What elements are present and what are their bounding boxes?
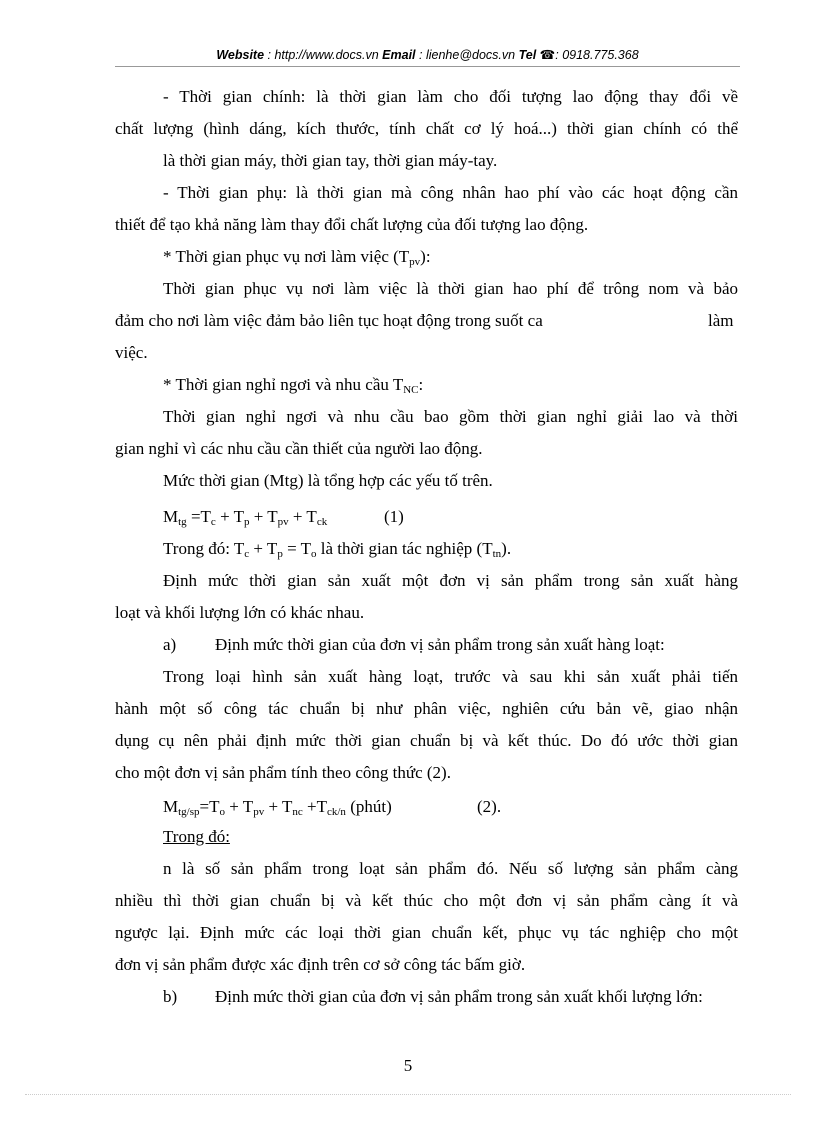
page-header	[115, 47, 740, 62]
website-url[interactable]: : http://www.docs.vn	[267, 48, 379, 62]
formula-part: + T	[249, 507, 278, 526]
heading-text: * Thời gian nghỉ ngơi và nhu cầu T	[163, 375, 404, 394]
formula-part: M	[163, 797, 179, 816]
subscript: c	[244, 548, 250, 560]
paragraph-line	[115, 538, 738, 560]
list-item-a	[115, 634, 738, 656]
paragraph-line: cho một đơn vị sản phẩm tính theo công thức (2).	[115, 763, 451, 782]
paragraph-line: Định mức thời gian sản xuất một đơn vị sản phẩm trong sản xuất hàng	[163, 571, 738, 590]
list-marker: b)	[163, 987, 178, 1006]
heading-end: ):	[420, 247, 431, 266]
subscript: ck	[316, 516, 328, 528]
underlined-label: Trong đó:	[163, 827, 230, 846]
subscript: ck/n	[326, 806, 346, 818]
list-text: Định mức thời gian của đơn vị sản phẩm trong sản xuất hàng loạt:	[215, 635, 665, 654]
paragraph-line: đơn vị sản phẩm được xác định trên cơ sở công tác bấm giờ.	[115, 955, 526, 974]
page-number: 5	[403, 1056, 413, 1075]
paragraph-line: loạt và khối lượng lớn có khác nhau.	[115, 603, 365, 622]
paragraph-line: nhiều thì thời gian chuẩn bị và kết thúc cho một đơn vị sản phẩm càng ít và	[115, 891, 738, 910]
paragraph-text: là thời gian tác nghiệp (T	[316, 539, 493, 558]
formula-1	[115, 506, 738, 528]
email-label: Email	[382, 48, 416, 62]
formula-part: M	[163, 507, 179, 526]
subscript: o	[310, 548, 317, 560]
tel-label: Tel	[518, 48, 537, 62]
paragraph-line: Mức thời gian (Mtg) là tổng hợp các yếu tố trên.	[163, 471, 493, 490]
formula-part: =T	[186, 507, 211, 526]
subscript: tg	[178, 516, 187, 528]
paragraph-text: đảm cho nơi làm việc đảm bảo liên tục hoạt động trong suốt ca	[115, 311, 543, 330]
formula-part: + T	[215, 507, 244, 526]
subscript: c	[210, 516, 216, 528]
heading-text: * Thời gian phục vụ nơi làm việc (T	[163, 247, 410, 266]
paragraph-line: việc.	[115, 343, 148, 362]
formula-number: (1)	[384, 507, 404, 526]
subscript: pv	[277, 516, 289, 528]
formula-2	[115, 796, 738, 818]
paragraph-line	[115, 310, 738, 332]
paragraph-text: = T	[282, 539, 311, 558]
paragraph-text: làm	[708, 311, 734, 330]
section-heading-tpv	[115, 246, 738, 268]
paragraph-line: Thời gian phục vụ nơi làm việc là thời gian hao phí để trông nom và bảo	[163, 279, 738, 298]
formula-part: =T	[199, 797, 220, 816]
paragraph-line: - Thời gian chính: là thời gian làm cho đối tượng lao động thay đổi về	[163, 87, 738, 106]
paragraph-line: Thời gian nghỉ ngơi và nhu cầu bao gồm thời gian nghỉ giải lao và thời	[163, 407, 738, 426]
heading-end: :	[418, 375, 424, 394]
paragraph-line: - Thời gian phụ: là thời gian mà công nhân hao phí vào các hoạt động cần	[163, 183, 738, 202]
trong-do-heading	[115, 826, 738, 848]
paragraph-line: n là số sản phẩm trong loạt sản phẩm đó. Nếu số lượng sản phẩm càng	[163, 859, 738, 878]
subscript: p	[277, 548, 283, 560]
list-marker: a)	[163, 635, 177, 654]
paragraph-text: Trong đó: T	[163, 539, 245, 558]
subscript: pv	[409, 256, 421, 268]
subscript: NC	[403, 384, 419, 396]
list-text: Định mức thời gian của đơn vị sản phẩm trong sản xuất khối lượng lớn:	[215, 987, 703, 1006]
paragraph-line: là thời gian máy, thời gian tay, thời gian máy-tay.	[163, 151, 498, 170]
page-bottom-divider	[25, 1094, 791, 1095]
subscript: o	[219, 806, 226, 818]
paragraph-text: ).	[501, 539, 512, 558]
header-divider	[115, 66, 740, 67]
website-label: Website	[216, 48, 265, 62]
section-heading-tnc	[115, 374, 738, 396]
paragraph-line: chất lượng (hình dáng, kích thước, tính chất cơ lý hoá...) thời gian chính có thể	[115, 119, 738, 138]
tel-value: : 0918.775.368	[555, 48, 639, 62]
formula-part: +T	[302, 797, 327, 816]
subscript: tn	[492, 548, 502, 560]
list-item-b	[115, 986, 738, 1008]
paragraph-line: dụng cụ nên phải định mức thời gian chuẩn bị và kết thúc. Do đó ước thời gian	[115, 731, 738, 750]
paragraph-line: thiết để tạo khả năng làm thay đổi chất lượng của đối tượng lao động.	[115, 215, 589, 234]
formula-part: + T	[288, 507, 317, 526]
paragraph-line: ngược lại. Định mức các loại thời gian chuẩn kết, phục vụ tác nghiệp cho một	[115, 923, 738, 942]
formula-number: (2).	[477, 797, 502, 816]
formula-part: + T	[225, 797, 254, 816]
formula-part: + T	[264, 797, 293, 816]
paragraph-line: gian nghỉ vì các nhu cầu cần thiết của người lao động.	[115, 439, 483, 458]
phone-icon: ☎	[539, 48, 556, 62]
email-value[interactable]: : lienhe@docs.vn	[419, 48, 516, 62]
subscript: pv	[253, 806, 265, 818]
subscript: nc	[292, 806, 303, 818]
subscript: p	[243, 516, 250, 528]
paragraph-text: + T	[249, 539, 278, 558]
formula-part: (phút)	[345, 797, 392, 816]
subscript: tg/sp	[178, 806, 200, 818]
paragraph-line: hành một số công tác chuẩn bị như phân việc, nghiên cứu bản vẽ, giao nhận	[115, 699, 738, 718]
paragraph-line: Trong loại hình sản xuất hàng loạt, trước và sau khi sản xuất phải tiến	[163, 667, 738, 686]
